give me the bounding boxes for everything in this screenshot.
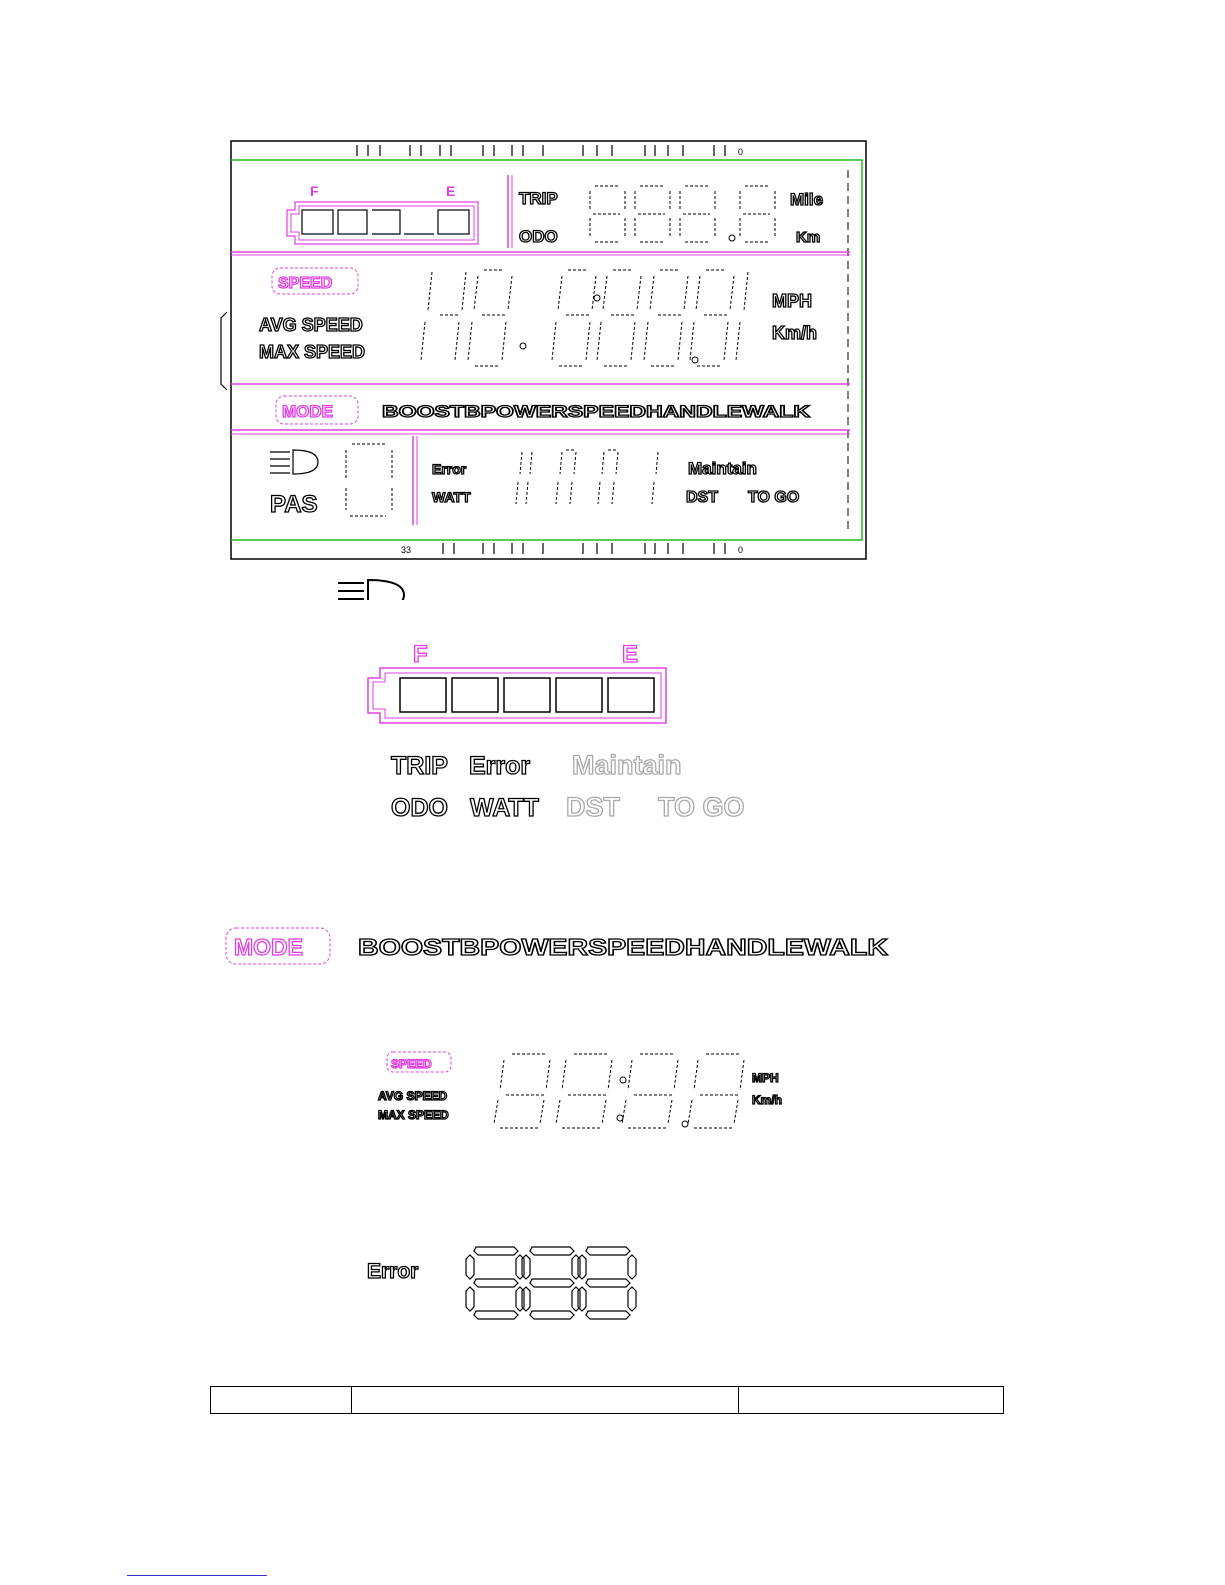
battery-cell-5 xyxy=(608,678,654,712)
speed-detail-diagram xyxy=(0,1040,1225,1140)
detail-watt: WATT xyxy=(470,794,539,822)
battery-detail-diagram xyxy=(0,620,1225,730)
max-speed-label: MAX SPEED xyxy=(259,342,366,362)
table-row xyxy=(211,1387,1004,1414)
battery-cell-1 xyxy=(400,678,446,712)
headlight-small-icon xyxy=(270,450,318,474)
battery-detail-empty-label: E xyxy=(622,641,639,668)
detail-trip: TRIP xyxy=(391,752,448,780)
headlight-icon xyxy=(338,580,404,600)
speed-detail-max: MAX SPEED xyxy=(378,1108,449,1122)
unit-mph: MPH xyxy=(772,291,812,311)
maintain-label: Maintain xyxy=(688,459,757,478)
battery-empty-label: E xyxy=(446,183,456,199)
battery-detail-full-label: F xyxy=(413,641,428,668)
trip-digits xyxy=(590,186,775,242)
speed-detail-badge: SPEED xyxy=(391,1057,432,1071)
odo-label: ODO xyxy=(519,227,558,246)
bottom-tick-left-number: 33 xyxy=(401,545,412,555)
detail-error: Error xyxy=(469,752,531,780)
trip-label: TRIP xyxy=(519,189,558,208)
speed-detail-unit-top: MPH xyxy=(752,1071,779,1085)
modes-text: BOOSTBPOWERSPEEDHANDLEWALK xyxy=(382,403,811,421)
to-go-label: TO GO xyxy=(748,489,800,506)
mode-detail-modes: BOOSTBPOWERSPEEDHANDLEWALK xyxy=(358,934,889,960)
mode-detail-diagram xyxy=(0,915,1225,975)
battery-full-label: F xyxy=(310,183,319,199)
bottom-table xyxy=(210,1386,1004,1414)
pas-label: PAS xyxy=(270,491,318,518)
speed-digits xyxy=(421,270,748,366)
top-tick-number: 0 xyxy=(738,147,744,157)
mode-detail-badge: MODE xyxy=(234,934,303,960)
speed-detail-avg: AVG SPEED xyxy=(378,1089,448,1103)
unit-mile: Mile xyxy=(790,190,824,209)
pas-digit xyxy=(346,444,392,516)
lcd-battery-icon xyxy=(287,183,478,244)
battery-cell-3 xyxy=(504,678,550,712)
speed-badge: SPEED xyxy=(278,275,333,292)
bottom-tick-right-number: 0 xyxy=(738,545,744,555)
speed-detail-unit-bottom: Km/h xyxy=(752,1093,782,1107)
lcd-display-diagram xyxy=(0,0,1225,600)
left-bracket xyxy=(221,312,227,390)
table-cell xyxy=(739,1387,1004,1414)
detail-maintain: Maintain xyxy=(572,750,682,780)
table-cell xyxy=(352,1387,739,1414)
footer-link-underline[interactable] xyxy=(127,1575,267,1576)
error-detail-label: Error xyxy=(367,1260,419,1283)
error-digits xyxy=(516,450,658,504)
battery-cell-2 xyxy=(452,678,498,712)
bottom-tick-marks xyxy=(443,543,725,554)
error-detail-diagram xyxy=(0,1235,1225,1325)
detail-dst: DST xyxy=(566,792,620,822)
detail-odo: ODO xyxy=(391,794,448,822)
dst-label: DST xyxy=(686,489,718,506)
labels-detail-diagram xyxy=(0,740,1225,830)
watt-label: WATT xyxy=(432,489,471,505)
avg-speed-label: AVG SPEED xyxy=(259,315,363,335)
mode-badge: MODE xyxy=(282,402,333,421)
unit-km: Km xyxy=(796,229,821,246)
battery-cell-4 xyxy=(556,678,602,712)
speed-detail-digits xyxy=(494,1054,744,1128)
unit-kmh: Km/h xyxy=(772,323,817,343)
table-cell xyxy=(211,1387,352,1414)
error-label: Error xyxy=(432,461,467,477)
error-detail-digits xyxy=(466,1247,636,1319)
detail-to-go: TO GO xyxy=(658,792,745,822)
top-tick-marks xyxy=(357,145,725,156)
